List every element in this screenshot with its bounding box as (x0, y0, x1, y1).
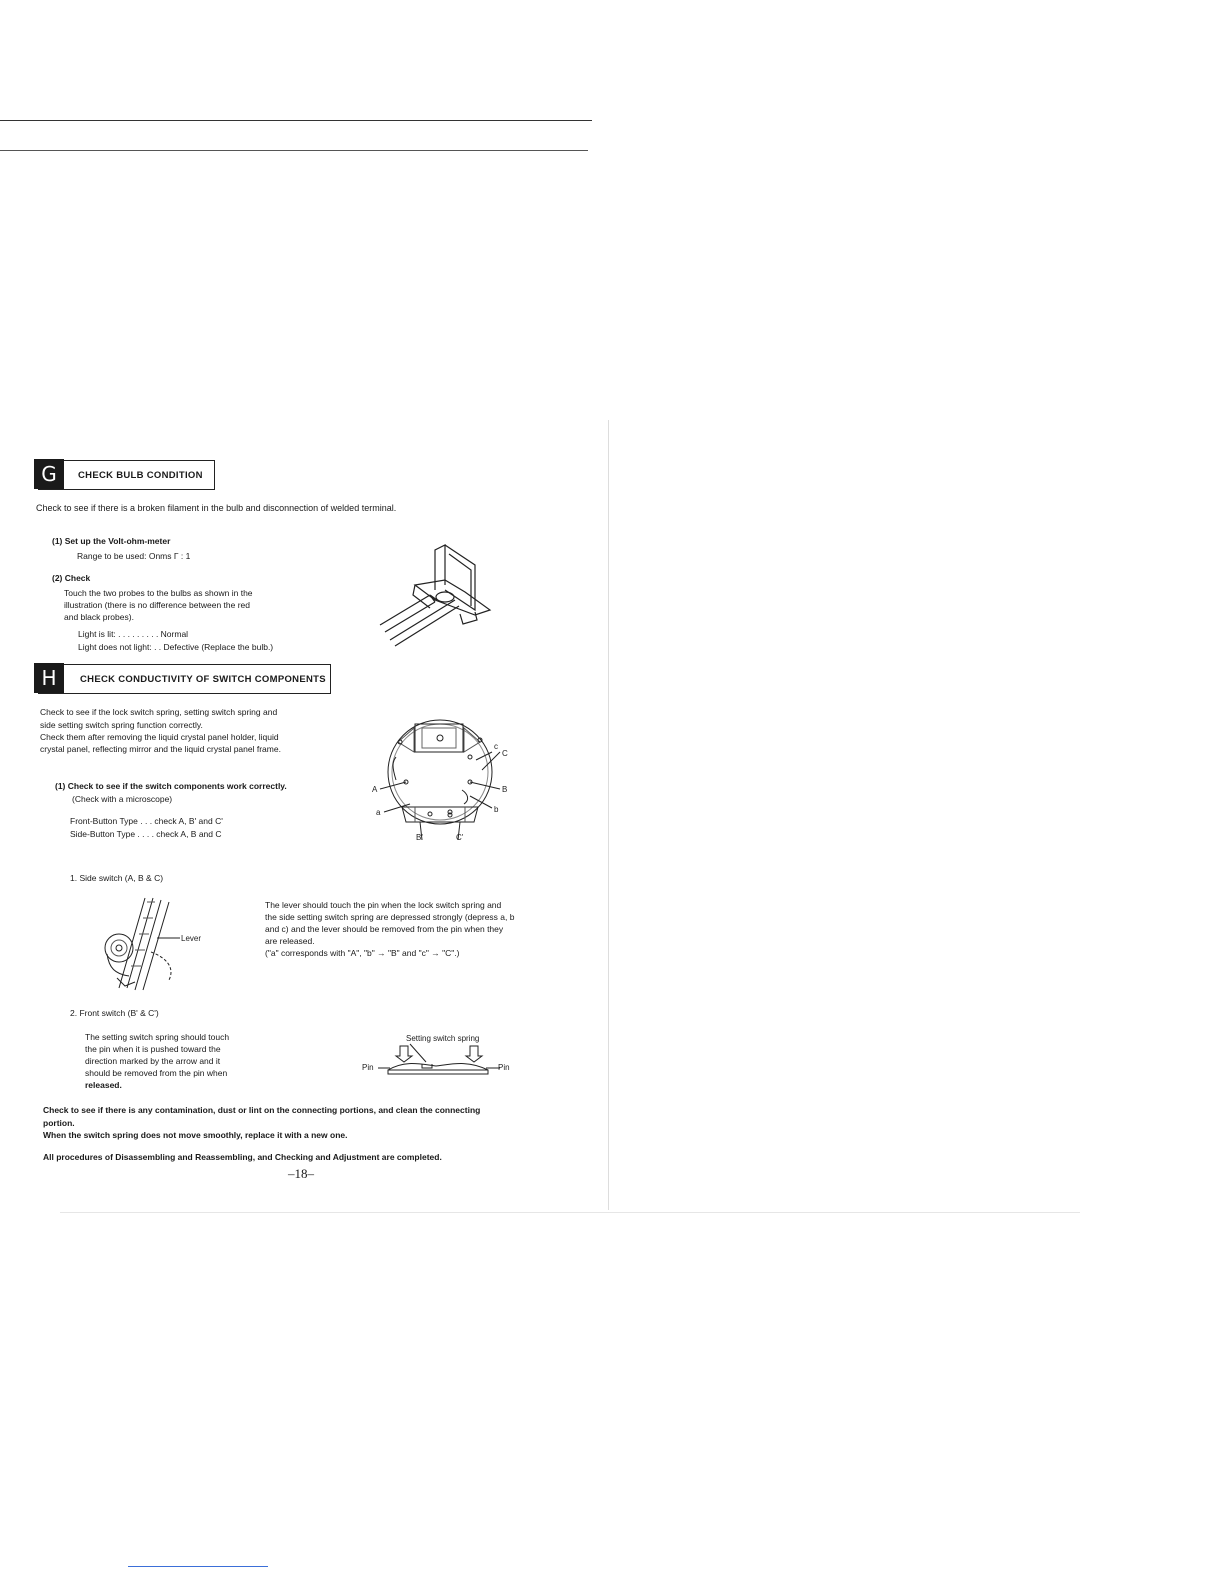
front-switch-line2: the pin when it is pushed toward the (85, 1044, 221, 1054)
switch-layout-diagram (370, 712, 520, 842)
front-switch-line4: should be removed from the pin when (85, 1068, 228, 1078)
g-step1-text: Range to be used: Onms Γ : 1 (77, 551, 191, 561)
section-h-letter: H (34, 663, 64, 693)
bottom-link-line (128, 1566, 268, 1567)
h-intro-line4: crystal panel, reflecting mirror and the liquid crystal panel frame. (40, 744, 281, 754)
diagram-label-c: c (494, 742, 498, 751)
diagram-label-a: a (376, 808, 381, 817)
front-switch-heading: 2. Front switch (B' & C') (70, 1008, 159, 1018)
h-intro-line2: side setting switch spring function correctly. (40, 720, 203, 730)
g-step2-heading: (2) Check (52, 573, 91, 583)
setting-spring-label: Setting switch spring (406, 1034, 480, 1043)
closing-line1: Check to see if there is any contamination, dust or lint on the connecting portions, and clean the connecting (43, 1105, 481, 1115)
diagram-label-A: A (372, 785, 378, 794)
pin-label-left: Pin (362, 1063, 374, 1072)
h-intro-line1: Check to see if the lock switch spring, setting switch spring and (40, 707, 278, 717)
closing-line4: All procedures of Disassembling and Reassembling, and Checking and Adjustment are completed. (43, 1152, 442, 1162)
front-switch-line3: direction marked by the arrow and it (85, 1056, 221, 1066)
top-rule-2 (0, 150, 588, 151)
top-rule-1 (0, 120, 592, 121)
side-switch-line5: ("a" corresponds with "A", "b" → "B" and "c" → "C".) (265, 948, 460, 958)
diagram-label-b: b (494, 805, 499, 814)
g-result-lit: Light is lit: . . . . . . . . . Normal (78, 629, 189, 639)
section-g-banner (38, 460, 215, 490)
side-switch-line3: and c) and the lever should be removed from the pin when they (265, 924, 504, 934)
section-g-letter: G (34, 459, 64, 489)
pin-label-right: Pin (498, 1063, 510, 1072)
g-step2-line3: and black probes). (64, 612, 134, 622)
g-step2-line1: Touch the two probes to the bulbs as shown in the (64, 588, 253, 598)
h-side-type: Side-Button Type . . . . check A, B and C (70, 829, 222, 839)
side-switch-illustration (95, 898, 215, 998)
bottom-scan-edge (60, 1212, 1080, 1213)
diagram-label-B-prime: B' (416, 833, 423, 842)
right-margin-rule (608, 420, 609, 1210)
section-h-title: CHECK CONDUCTIVITY OF SWITCH COMPONENTS (80, 673, 326, 685)
h-step1-sub: (Check with a microscope) (72, 794, 173, 804)
side-switch-line4: are released. (265, 936, 315, 946)
h-intro-line3: Check them after removing the liquid crystal panel holder, liquid (40, 732, 279, 742)
bulb-probe-illustration (375, 540, 495, 650)
section-h-banner (38, 664, 331, 694)
closing-line3: When the switch spring does not move smoothly, replace it with a new one. (43, 1130, 348, 1140)
section-g-title: CHECK BULB CONDITION (78, 469, 203, 481)
page-number: –18– (288, 1166, 314, 1181)
diagram-label-C-prime: C' (456, 833, 464, 842)
side-switch-line2: the side setting switch spring are depressed strongly (depress a, b (265, 912, 515, 922)
diagram-label-C: C (502, 749, 508, 758)
side-switch-line1: The lever should touch the pin when the lock switch spring and (265, 900, 502, 910)
h-front-type: Front-Button Type . . . check A, B' and C' (70, 816, 223, 826)
diagram-label-B: B (502, 785, 508, 794)
g-step2-line2: illustration (there is no difference between the red (64, 600, 251, 610)
g-step1-heading: (1) Set up the Volt-ohm-meter (52, 536, 171, 546)
h-step1-heading: (1) Check to see if the switch components work correctly. (55, 781, 287, 791)
closing-line2: portion. (43, 1118, 75, 1128)
front-switch-illustration (360, 1030, 520, 1090)
front-switch-line5: released. (85, 1080, 122, 1090)
g-result-not-lit: Light does not light: . . Defective (Replace the bulb.) (78, 642, 274, 652)
front-switch-line1: The setting switch spring should touch (85, 1032, 230, 1042)
section-g-intro: Check to see if there is a broken filament in the bulb and disconnection of welded terminal. (36, 503, 397, 513)
side-switch-heading: 1. Side switch (A, B & C) (70, 873, 164, 883)
lever-label: Lever (181, 934, 202, 943)
